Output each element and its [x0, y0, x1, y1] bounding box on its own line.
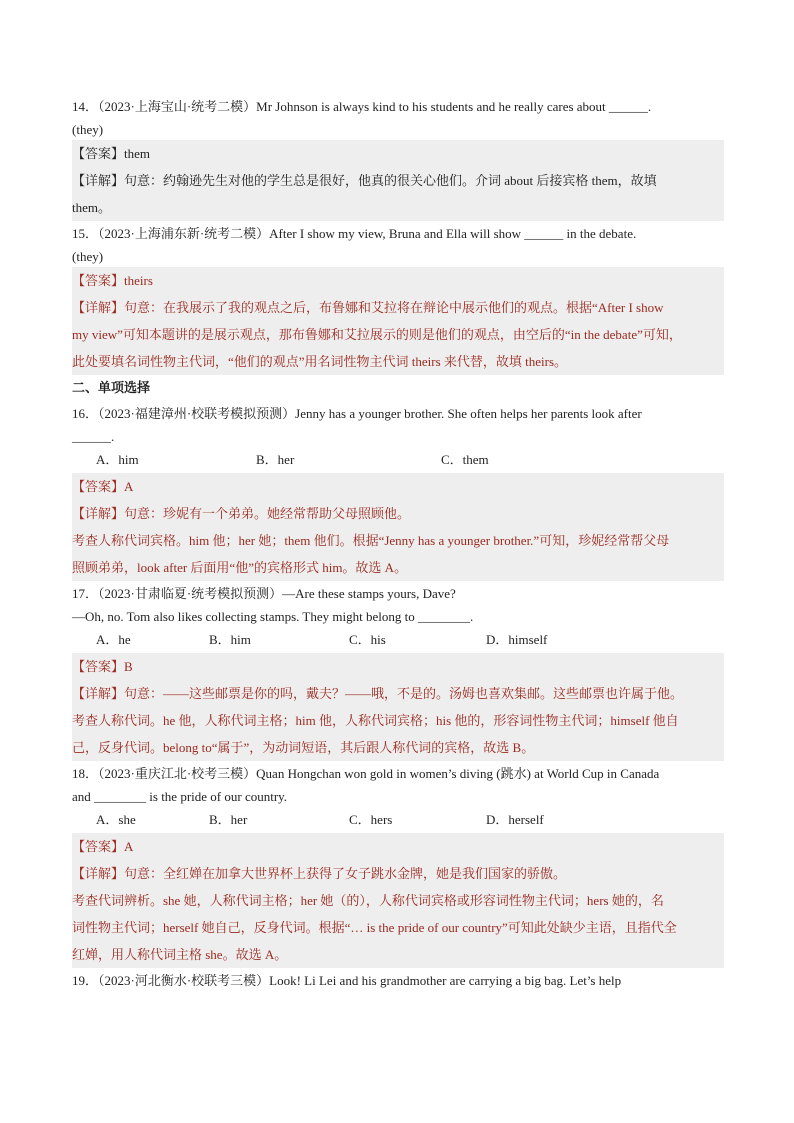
question-17-stem-continued: —Oh, no. Tom also likes collecting stamps. They might belong to ________.	[72, 609, 474, 624]
section-heading: 二、单项选择	[72, 380, 151, 395]
question-14-detail-line2: them。	[72, 200, 111, 215]
option-a: A．him	[96, 452, 139, 467]
question-17-options	[72, 627, 724, 653]
option-c: C．hers	[349, 812, 393, 827]
option-d: D．himself	[486, 632, 548, 647]
document-page	[72, 94, 724, 994]
question-19-stem: 19．（2023·河北衡水·校联考三模）Look! Li Lei and his grandmother are carrying a big bag. Let’s help	[72, 973, 622, 988]
option-c: C．his	[349, 632, 386, 647]
question-17-detail-line2: 考查人称代词。he 他，人称代词主格；him 他，人称代词宾格；his 他的，形容词性物主代词；himself 他自	[72, 713, 679, 728]
option-c: C．them	[441, 452, 489, 467]
question-17-stem: 17．（2023·甘肃临夏·统考模拟预测）—Are these stamps yours, Dave?	[72, 586, 456, 601]
option-b: B．her	[256, 452, 295, 467]
option-d: D．herself	[486, 812, 544, 827]
question-15-stem: 15．（2023·上海浦东新·统考二模）After I show my view, Bruna and Ella will show ______ in the debate.	[72, 226, 637, 241]
question-15-answer: 【答案】theirs	[72, 273, 153, 288]
question-18-stem-continued: and ________ is the pride of our country.	[72, 789, 288, 804]
question-18-options	[72, 807, 724, 833]
question-16-detail-line1: 【详解】句意：珍妮有一个弟弟。她经常帮助父母照顾他。	[72, 506, 411, 521]
question-17-answer-block	[72, 653, 724, 761]
question-18-detail-line2: 考查代词辨析。she 她，人称代词主格；her 她（的），人称代词宾格或形容词性物主代词；hers 她的，名	[72, 893, 664, 908]
option-a: A．she	[96, 812, 136, 827]
option-a: A．he	[96, 632, 131, 647]
question-16-options	[72, 447, 724, 473]
question-14-hint: (they)	[72, 122, 104, 137]
question-18-answer: 【答案】A	[72, 839, 134, 854]
question-15-detail-line3: 此处要填名词性物主代词，“他们的观点”用名词性物主代词 theirs 来代替，故填 theirs。	[72, 354, 568, 369]
question-16-detail-line2: 考查人称代词宾格。him 他；her 她；them 他们。根据“Jenny has a younger brother.”可知，珍妮经常帮父母	[72, 533, 670, 548]
option-b: B．her	[209, 812, 248, 827]
question-14-detail-line1: 【详解】句意：约翰逊先生对他的学生总是很好，他真的很关心他们。介词 about 后接宾格 them，故填	[72, 173, 657, 188]
question-17-answer: 【答案】B	[72, 659, 133, 674]
question-15-detail-line1: 【详解】句意：在我展示了我的观点之后，布鲁娜和艾拉将在辩论中展示他们的观点。根据“After I show	[72, 300, 664, 315]
question-18-answer-block	[72, 833, 724, 968]
question-14-answer: 【答案】them	[72, 146, 150, 161]
question-16-answer: 【答案】A	[72, 479, 134, 494]
question-18-detail-line1: 【详解】句意：全红婵在加拿大世界杯上获得了女子跳水金牌，她是我们国家的骄傲。	[72, 866, 567, 881]
question-18-detail-line3: 词性物主代词；herself 她自己，反身代词。根据“… is the pride of our country”可知此处缺少主语，且指代全	[72, 920, 677, 935]
question-16-stem-continued: ______.	[72, 429, 115, 444]
question-17-detail-line1: 【详解】句意：——这些邮票是你的吗，戴夫？——哦，不是的。汤姆也喜欢集邮。这些邮票也许属于他。	[72, 686, 684, 701]
question-17-detail-line3: 己，反身代词。belong to“属于”，为动词短语，其后跟人称代词的宾格，故选 B。	[72, 740, 535, 755]
question-16-stem: 16．（2023·福建漳州·校联考模拟预测）Jenny has a younger brother. She often helps her parents look after	[72, 406, 642, 421]
question-15-answer-block	[72, 267, 724, 375]
question-16-answer-block	[72, 473, 724, 581]
question-14-stem: 14．（2023·上海宝山·统考二模）Mr Johnson is always kind to his students and he really cares about ______.	[72, 99, 652, 114]
question-15-detail-line2: my view”可知本题讲的是展示观点，那布鲁娜和艾拉展示的则是他们的观点，由空后的“in the debate”可知，	[72, 327, 682, 342]
question-14-answer-block	[72, 140, 724, 221]
question-15-hint: (they)	[72, 249, 104, 264]
question-18-detail-line4: 红婵，用人称代词主格 she。故选 A。	[72, 947, 288, 962]
question-18-stem: 18．（2023·重庆江北·校考三模）Quan Hongchan won gold in women’s diving (跳水) at World Cup in Canada	[72, 766, 660, 781]
option-b: B．him	[209, 632, 251, 647]
question-16-detail-line3: 照顾弟弟，look after 后面用“他”的宾格形式 him。故选 A。	[72, 560, 408, 575]
